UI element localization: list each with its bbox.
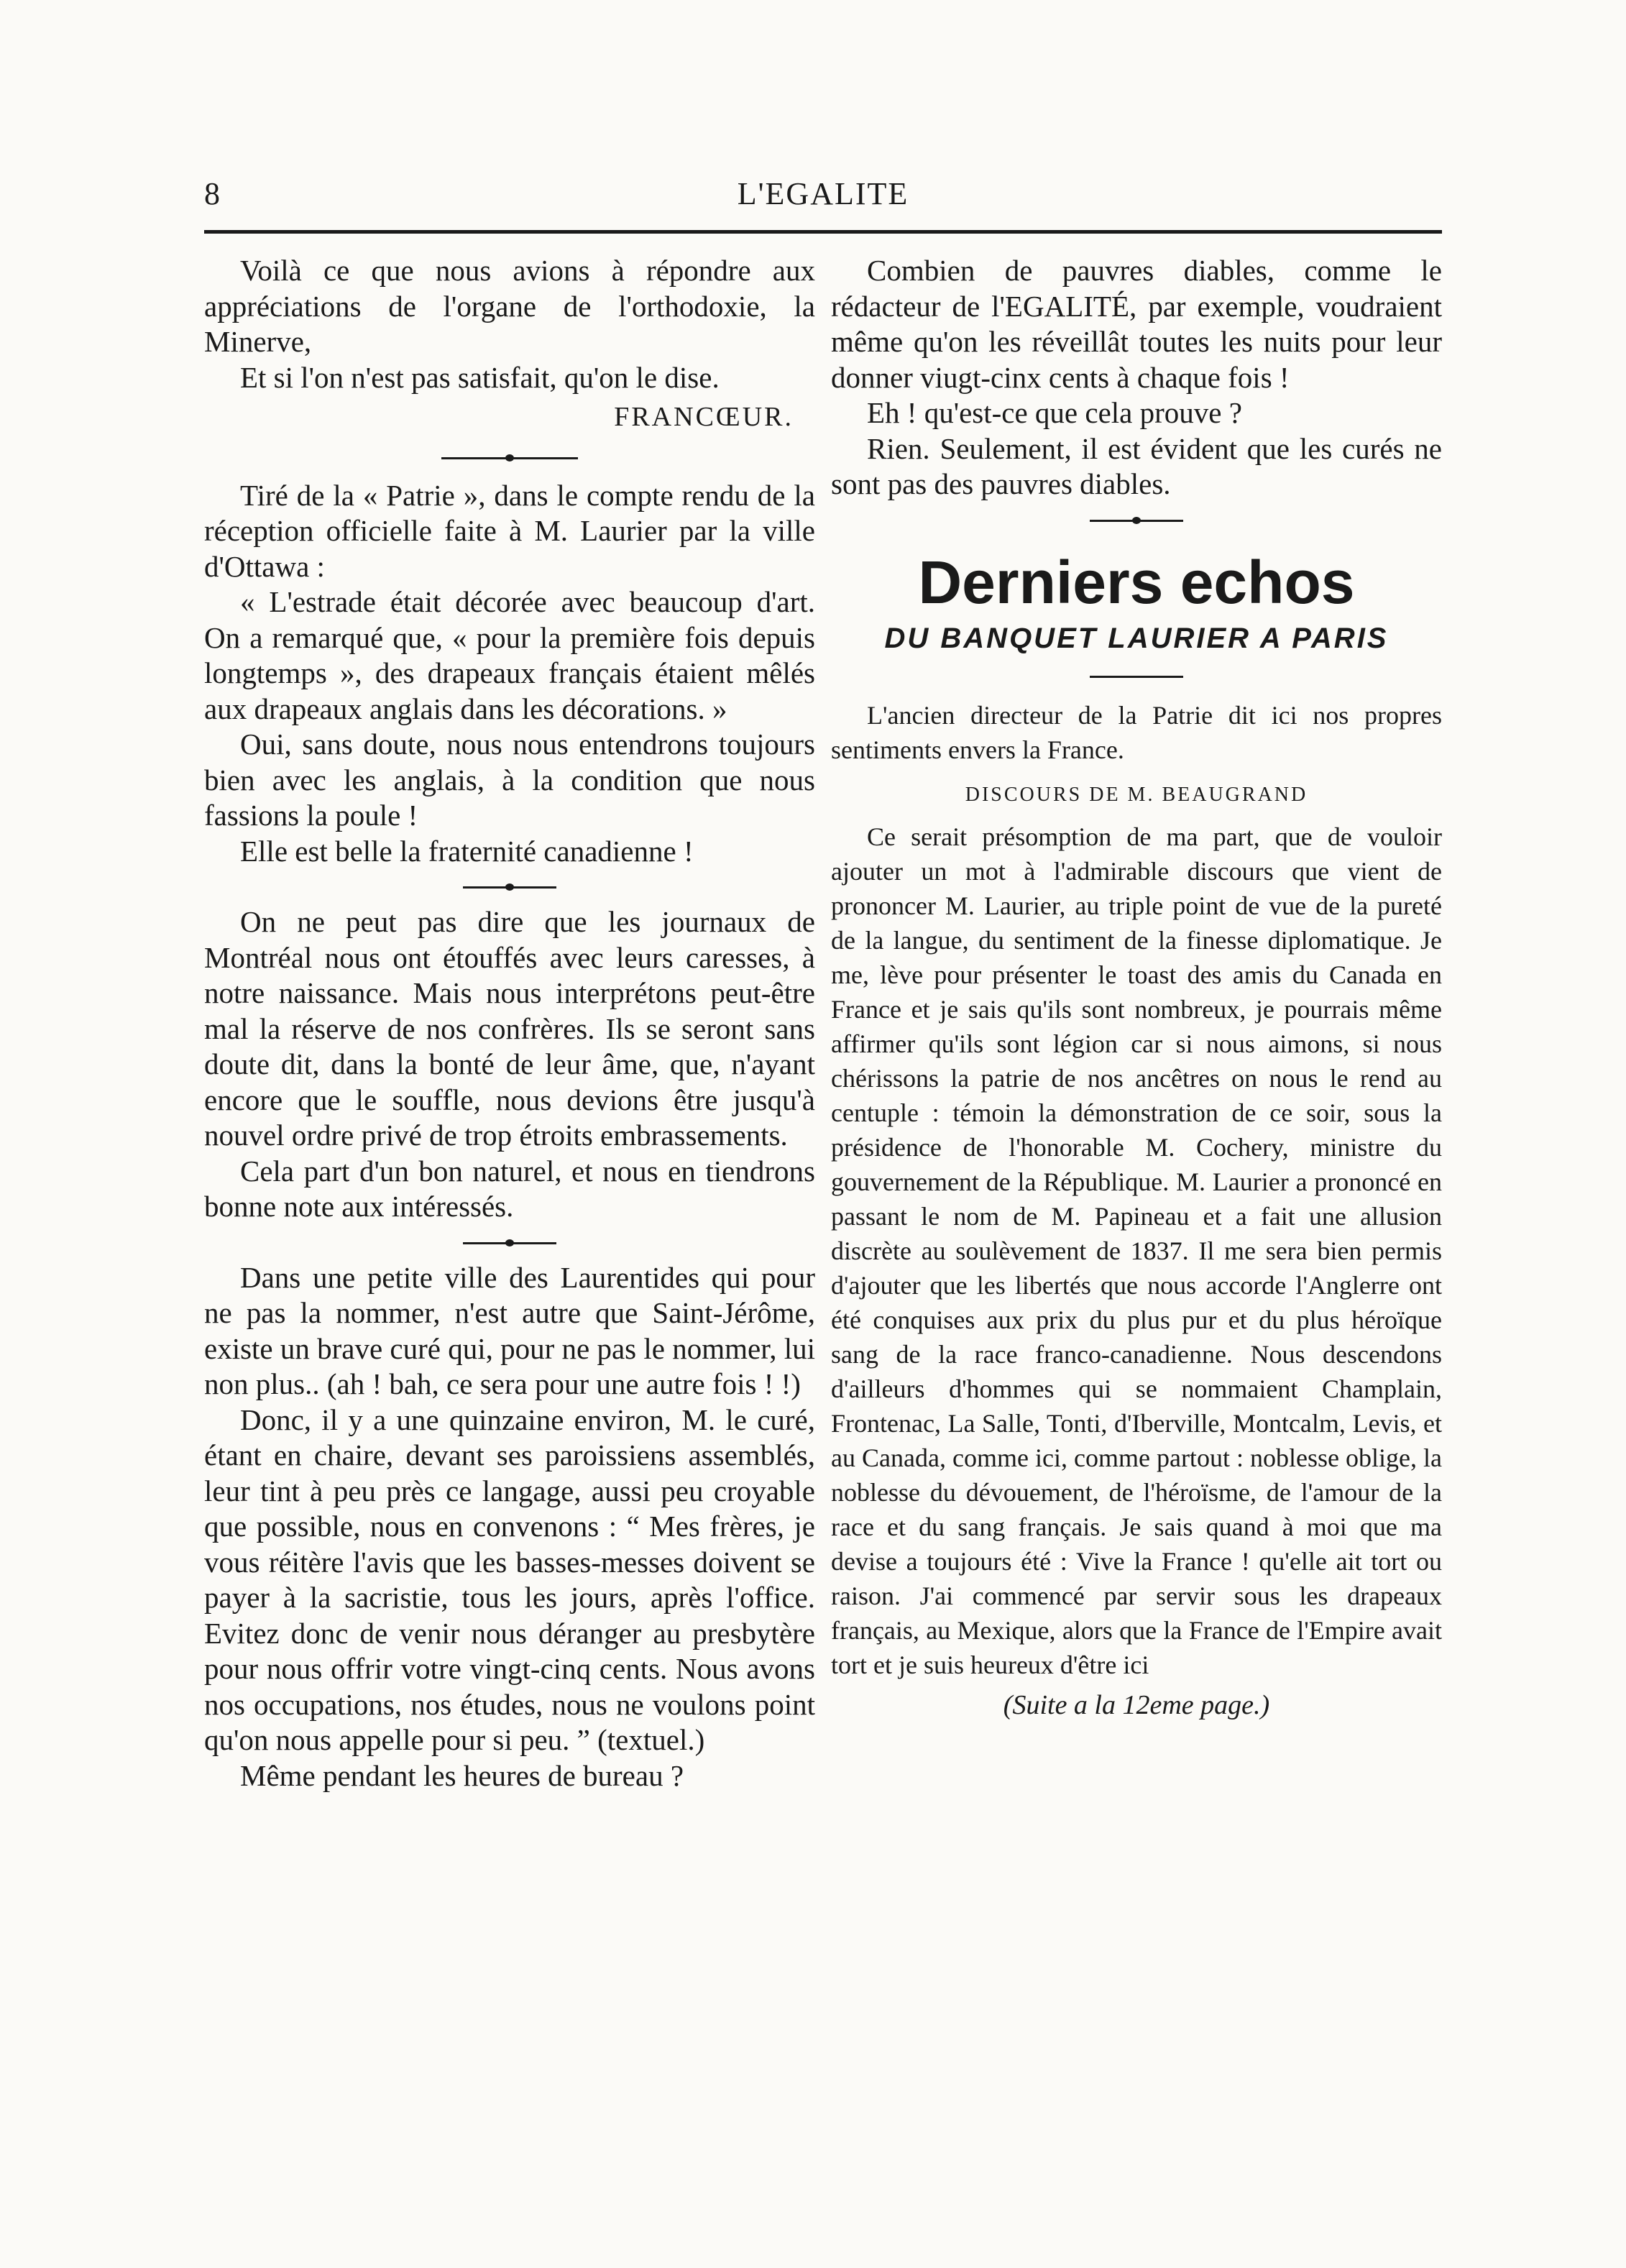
author-signature: FRANCŒUR. [614, 402, 794, 432]
short-rule [1090, 676, 1183, 678]
paragraph: Elle est belle la fraternité canadienne ! [240, 834, 694, 868]
ornamental-separator [463, 1242, 556, 1244]
paragraph: Eh ! qu'est-ce que cela prouve ? [867, 396, 1242, 429]
paragraph: Oui, sans doute, nous nous entendrons toujours bien avec les anglais, à la condition que nous fassions la poule ! [204, 727, 815, 832]
paragraph: « L'estrade était décorée avec beaucoup d'art. On a remarqué que, « pour la première fois depuis longtemps », des drapeaux français étaient mêlés aux drapeaux anglais dans les décorations. » [204, 585, 815, 725]
left-column [204, 253, 815, 1794]
paragraph: Dans une petite ville des Laurentides qui pour ne pas la nommer, n'est autre que Saint-Jérôme, existe un brave curé qui, pour ne pas le nommer, lui non plus.. (ah ! bah, ce sera pour une autre fois ! !) [204, 1260, 815, 1400]
paragraph: Cela part d'un bon naturel, et nous en tiendrons bonne note aux intéressés. [204, 1154, 815, 1223]
page-header [204, 175, 1442, 219]
ornamental-separator [1090, 520, 1183, 522]
paragraph: Même pendant les heures de bureau ? [240, 1758, 684, 1792]
page-number: 8 [204, 176, 220, 211]
paragraph: Voilà ce que nous avions à répondre aux appréciations de l'organe de l'orthodoxie, la Minerve, [204, 254, 815, 358]
paragraph: Rien. Seulement, il est évident que les curés ne sont pas des pauvres diables. [831, 431, 1442, 500]
article-subheadline: DU BANQUET LAURIER A PARIS [884, 622, 1389, 654]
paragraph: Et si l'on n'est pas satisfait, qu'on le dise. [240, 360, 720, 394]
header-rule [204, 230, 1442, 234]
continuation-note: (Suite a la 12eme page.) [1003, 1690, 1270, 1720]
right-column [831, 253, 1442, 1724]
paragraph: Tiré de la « Patrie », dans le compte rendu de la réception officielle faite à M. Laurier par la ville d'Ottawa : [204, 478, 815, 583]
article-intro: L'ancien directeur de la Patrie dit ici nos propres sentiments envers la France. [831, 700, 1442, 764]
masthead-title: L'EGALITE [737, 176, 909, 211]
speech-text: Ce serait présomption de ma part, que de vouloir ajouter un mot à l'admirable discours que vient de prononcer M. Laurier, au triple point de vue de la pureté de la langue, du sentiment de la finesse diplomatique. Je me, lève pour présenter le toast des amis du Canada en France et je sais qu'ils sont nombreux, je pourrais même affirmer qu'ils sont légion car si nous aimons, si nous chérissons la patrie de nos ancêtres on nous le rend au centuple : témoin la démonstration de ce soir, sous la présidence de l'honorable M. Cochery, ministre du gouvernement de la République. M. Laurier a prononcé en passant le nom de M. Papineau et a fait une allusion discrète au soulèvement de 1837. Il me sera bien permis d'ajouter que les libertés que nous accorde l'Anglerre ont été conquises aux prix du plus pur et du plus héroïque sang de la race franco-canadienne. Nous descendons d'ailleurs d'hommes qui se nommaient Champlain, Frontenac, La Salle, Tonti, d'Iberville, Montcalm, Levis, et au Canada, comme ici, comme partout : noblesse oblige, la noblesse du dévouement, de l'héroïsme, de l'amour de la race et du sang français. Je sais quand à moi que ma devise a toujours été : Vive la France ! qu'elle ait tort ou raison. J'ai commencé par servir sous les drapeaux français, au Mexique, alors que la France de l'Empire avait tort et je suis heureux d'être ici [831, 822, 1442, 1679]
ornamental-separator [463, 886, 556, 889]
speech-title: DISCOURS DE M. BEAUGRAND [965, 783, 1308, 806]
paragraph: Donc, il y a une quinzaine environ, M. le curé, étant en chaire, devant ses paroissiens assemblés, leur tint à peu près ce langage, aussi peu croyable que possible, nous en convenons : “ Mes frères, je vous réitère l'avis que les basses-messes doivent se payer à la sacristie, tous les jours, après l'office. Evitez donc de venir nous déranger au presbytère pour nous offrir votre vingt-cinq cents. Nous avons nos occupations, nos études, nous ne voulons point qu'on nous appelle pour si peu. ” (textuel.) [204, 1402, 815, 1756]
paragraph: On ne peut pas dire que les journaux de Montréal nous ont étouffés avec leurs caresses, à notre naissance. Mais nous interprétons peut-être mal la réserve de nos confrères. Ils se seront sans doute dit, dans la bonté de leur âme, que, n'ayant encore que le souffle, nous devions être jusqu'à nouvel ordre privé de trop étroits embrassements. [204, 905, 815, 1152]
article-headline: Derniers echos [918, 548, 1355, 616]
paragraph: Combien de pauvres diables, comme le rédacteur de l'EGALITÉ, par exemple, voudraient même qu'on les réveillât toutes les nuits pour leur donner viugt-cinx cents à chaque fois ! [831, 254, 1442, 394]
ornamental-separator [441, 457, 578, 459]
